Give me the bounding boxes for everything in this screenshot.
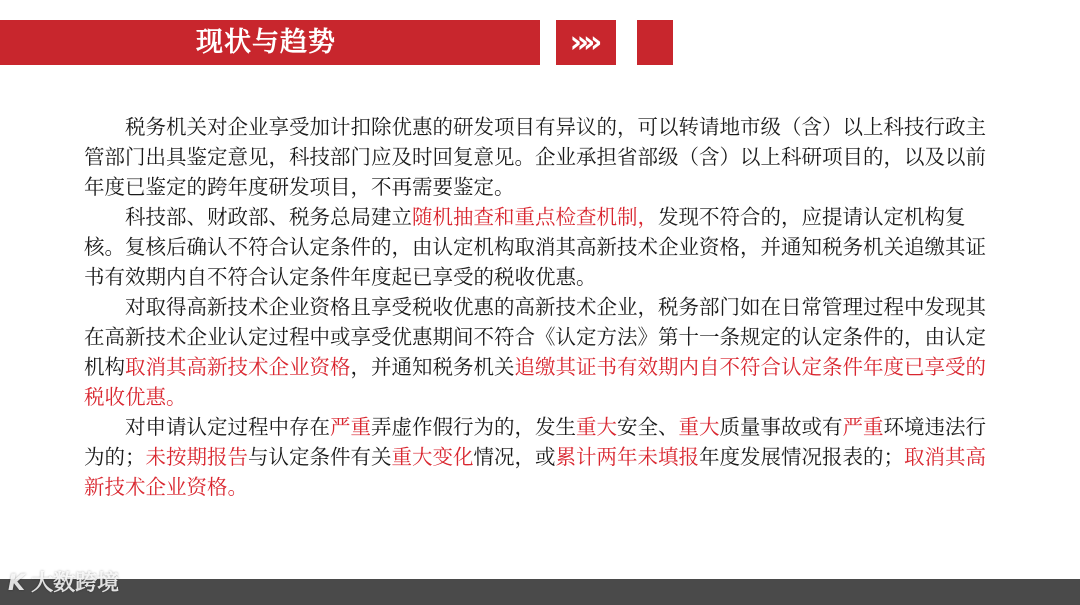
highlighted-text: 重大: [576, 415, 617, 439]
text-segment: 税务机关对企业享受加计扣除优惠的研发项目有异议的，可以转请地市级（含）以上科技行政主管部门出具鉴定意见，科技部门应及时回复意见。企业承担省部级（含）以上科研项目的，以及以前年度已鉴定的跨年度研发项目，不再需要鉴定。: [84, 115, 986, 199]
highlighted-text: 未按期报告: [145, 445, 248, 469]
text-segment: 对取得高新技术企业资格且享受税收优惠的高新技术企业，税务部门如在日常管理过程中发现其在高新技术企业认定过程中或享受优惠期间不符合《认定方法》第十一条规定的认定条件的，由认定机构: [84, 295, 986, 379]
accent-block: [637, 20, 673, 65]
highlighted-text: 严重: [842, 415, 884, 439]
body-text: [84, 112, 986, 502]
text-segment: 发现不符合的，应提请认定机构复核。复核后确认不符合认定条件的，由认定机构取消其高新技术企业资格，并通知税务机关追缴其证书有效期内自不符合认定条件年度起已享受的税收优惠。: [84, 205, 986, 289]
text-segment: ，并通知税务机关: [350, 355, 515, 379]
paragraph: [84, 202, 986, 292]
footer-bar: [0, 579, 1080, 605]
text-segment: 对申请认定过程中存在: [125, 415, 330, 439]
paragraph: [84, 112, 986, 202]
text-segment: 与认定条件有关: [248, 445, 392, 469]
text-segment: 安全、: [617, 415, 679, 439]
paragraph: [84, 412, 986, 502]
paragraph: [84, 292, 986, 412]
highlighted-text: 取消其高新技术企业资格: [125, 355, 351, 379]
highlighted-text: 重大变化: [391, 445, 474, 469]
text-segment: 弄虚作假行为的，发生: [371, 415, 576, 439]
text-segment: 情况，或: [473, 445, 556, 469]
highlighted-text: 重大: [678, 415, 720, 439]
title-bar: [0, 20, 540, 65]
arrow-glyph: »: [569, 25, 583, 60]
watermark-logo-icon: K: [8, 571, 26, 596]
highlighted-text: 累计两年未填报: [555, 445, 699, 469]
text-segment: 环境违法行为的；: [84, 415, 986, 469]
highlighted-text: 随机抽查和重点检查机制，: [412, 205, 658, 229]
highlighted-text: 严重: [330, 415, 371, 439]
text-segment: 年度发展情况报表的；: [699, 445, 904, 469]
highlighted-text: 追缴其证书有效期内自不符合认定条件年度已享受的税收优惠。: [84, 355, 986, 409]
watermark: [8, 566, 119, 602]
text-segment: 质量事故或有: [719, 415, 843, 439]
watermark-text: 大数跨境: [31, 571, 120, 596]
highlighted-text: 取消其高新技术企业资格。: [84, 445, 986, 499]
next-arrow-icon: »»: [556, 20, 616, 65]
page-title: 现状与趋势: [196, 27, 336, 58]
text-segment: 科技部、财政部、税务总局建立: [125, 205, 412, 229]
